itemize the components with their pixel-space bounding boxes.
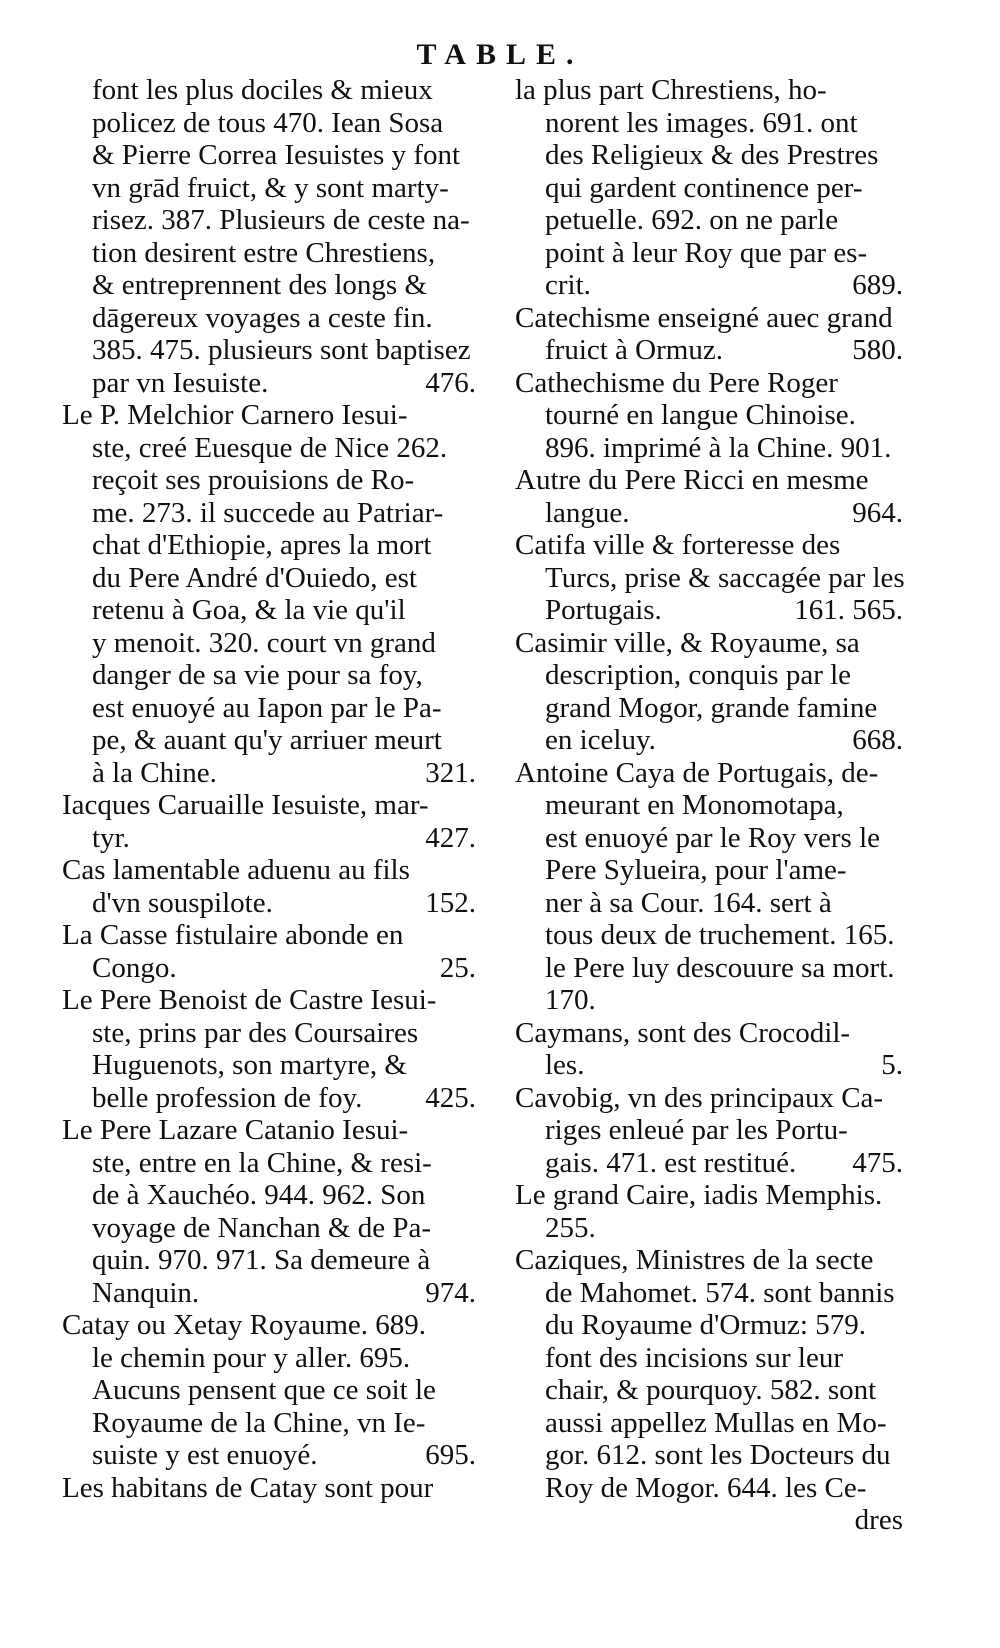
- index-entry: [62, 1114, 480, 1309]
- entry-text: Antoine Caya de Portugais, de-: [515, 756, 879, 789]
- entry-heading-line: [62, 1114, 480, 1147]
- entry-heading-line: [515, 627, 907, 660]
- entry-text: Le Pere Lazare Catanio Iesui-: [62, 1114, 409, 1146]
- index-entry: [62, 1472, 480, 1505]
- entry-heading-line: [62, 919, 480, 952]
- entry-text-line: [62, 432, 480, 465]
- entry-text: fruict à Ormuz.: [545, 334, 723, 366]
- entry-text: font des incisions sur leur: [545, 1341, 844, 1374]
- entry-text-line: [515, 984, 907, 1017]
- entry-text: Portugais.: [545, 594, 662, 626]
- entry-text-line: [62, 659, 480, 692]
- entry-text: tion desirent estre Chrestiens,: [92, 236, 436, 269]
- entry-text-line: [515, 1049, 907, 1082]
- entry-text: de Mahomet. 574. sont bannis: [545, 1276, 895, 1309]
- entry-text-line: [62, 1179, 480, 1212]
- entry-text: à la Chine.: [92, 756, 217, 789]
- entry-text: d'vn souspilote.: [92, 886, 273, 919]
- entry-text-line: [515, 139, 907, 172]
- entry-heading-line: [515, 367, 907, 400]
- entry-text-line: [62, 1342, 480, 1375]
- entry-text: Caymans, sont des Crocodil-: [515, 1016, 851, 1049]
- entry-text-line: [515, 724, 907, 757]
- entry-text-line: [515, 399, 907, 432]
- entry-heading-line: [515, 529, 907, 562]
- entry-text-line: [62, 822, 480, 855]
- entry-text-line: [515, 1407, 907, 1440]
- entry-text: suiste y est enuoyé.: [92, 1439, 318, 1471]
- entry-text: 385. 475. plusieurs sont baptisez: [92, 334, 471, 366]
- entry-text-line: [515, 1374, 907, 1407]
- entry-text-line: [515, 204, 907, 237]
- entry-heading-line: [515, 464, 907, 497]
- entry-text: le chemin pour y aller. 695.: [92, 1341, 411, 1374]
- index-entry: [515, 464, 907, 529]
- entry-text: dres: [854, 1504, 903, 1536]
- entry-text-line: [515, 919, 907, 952]
- entry-text-line: [62, 269, 480, 302]
- entry-text: Le P. Melchior Carnero Iesui-: [62, 399, 408, 431]
- entry-text: ste, entre en la Chine, & resi-: [92, 1146, 432, 1179]
- entry-text-line: [62, 1277, 480, 1310]
- entry-text: tous deux de truchement. 165.: [545, 919, 895, 951]
- entry-text: description, conquis par le: [545, 659, 852, 691]
- entry-text: aussi appellez Mullas en Mo-: [545, 1406, 887, 1439]
- entry-text-line: [515, 107, 907, 140]
- entry-text-line: [515, 594, 907, 627]
- entry-text-line: [515, 692, 907, 725]
- entry-text: Caziques, Ministres de la secte: [515, 1244, 874, 1276]
- entry-text: les.: [545, 1049, 585, 1081]
- entry-text: riges enleué par les Portu-: [545, 1114, 848, 1146]
- page-reference: 668.: [852, 724, 903, 756]
- entry-text-line: [62, 204, 480, 237]
- entry-text: qui gardent continence per-: [545, 171, 863, 204]
- entry-text-line: [62, 302, 480, 335]
- entry-text-line: [62, 529, 480, 562]
- page-reference: 695.: [425, 1439, 476, 1471]
- entry-text: vn grād fruict, & y sont marty-: [92, 171, 449, 204]
- entry-heading-line: [515, 302, 907, 335]
- page-reference: 25.: [439, 951, 476, 984]
- entry-text-line: [62, 1374, 480, 1407]
- index-entry: [62, 854, 480, 919]
- entry-text: gor. 612. sont les Docteurs du: [545, 1439, 891, 1471]
- entry-text: font les plus dociles & mieux: [92, 74, 433, 106]
- page-reference: 5.: [881, 1049, 903, 1081]
- entry-text-line: [515, 1212, 907, 1245]
- entry-text: pe, & auant qu'y arriuer meurt: [92, 724, 442, 756]
- entry-text-line: [62, 1212, 480, 1245]
- entry-heading-line: [62, 789, 480, 822]
- page-reference: 321.: [425, 756, 476, 789]
- entry-heading-line: [515, 74, 907, 107]
- entry-text-line: [515, 1114, 907, 1147]
- entry-text: de à Xauchéo. 944. 962. Son: [92, 1179, 426, 1211]
- entry-text: Catay ou Xetay Royaume. 689.: [62, 1309, 427, 1341]
- entry-text-line: [62, 562, 480, 595]
- entry-text: & Pierre Correa Iesuistes y font: [92, 139, 461, 171]
- index-entry: [62, 399, 480, 789]
- entry-text-line: [515, 952, 907, 985]
- index-entry: [62, 1309, 480, 1472]
- entry-text-line: [515, 789, 907, 822]
- entry-text-line: [62, 757, 480, 790]
- entry-text-line: [62, 724, 480, 757]
- entry-text: Roy de Mogor. 644. les Ce-: [545, 1471, 867, 1504]
- entry-text-line: [62, 367, 480, 400]
- entry-text-line: [62, 1244, 480, 1277]
- index-entry: [62, 919, 480, 984]
- entry-text-line: [62, 1049, 480, 1082]
- entry-text-line: [62, 887, 480, 920]
- entry-heading-line: [62, 399, 480, 432]
- entry-text: Huguenots, son martyre, &: [92, 1049, 407, 1081]
- entry-text: ste, prins par des Coursaires: [92, 1016, 419, 1049]
- entry-text: Catechisme enseigné auec grand: [515, 301, 893, 334]
- entry-text-line: [62, 464, 480, 497]
- entry-text-line: [515, 1504, 907, 1537]
- index-entry: [62, 984, 480, 1114]
- page-reference: 427.: [425, 821, 476, 854]
- entry-text-line: [515, 1472, 907, 1505]
- entry-text-line: [62, 627, 480, 660]
- entry-text: Nanquin.: [92, 1276, 200, 1309]
- entry-text: quin. 970. 971. Sa demeure à: [92, 1244, 431, 1276]
- page-reference: 152.: [425, 886, 476, 919]
- entry-text-line: [62, 334, 480, 367]
- entry-text: belle profession de foy.: [92, 1081, 363, 1114]
- entry-text: 896. imprimé à la Chine. 901.: [545, 431, 892, 464]
- entry-text: voyage de Nanchan & de Pa-: [92, 1211, 432, 1244]
- entry-text-line: [515, 172, 907, 205]
- entry-heading-line: [515, 1244, 907, 1277]
- entry-heading-line: [515, 757, 907, 790]
- entry-heading-line: [62, 1309, 480, 1342]
- entry-text-line: [515, 1277, 907, 1310]
- entry-heading-line: [62, 1472, 480, 1505]
- page-reference: 974.: [425, 1276, 476, 1309]
- entry-text-line: [515, 854, 907, 887]
- entry-text: chat d'Ethiopie, apres la mort: [92, 529, 432, 561]
- entry-text-line: [515, 659, 907, 692]
- index-entry: [62, 74, 480, 399]
- entry-text-line: [62, 139, 480, 172]
- entry-text-line: [515, 334, 907, 367]
- entry-text-line: [62, 74, 480, 107]
- entry-text: me. 273. il succede au Patriar-: [92, 496, 444, 529]
- page-reference: 475.: [852, 1146, 903, 1179]
- page-reference: 476.: [425, 366, 476, 399]
- index-entry: [515, 1017, 907, 1082]
- page-reference: 161. 565.: [794, 594, 903, 626]
- entry-text: Iacques Caruaille Iesuiste, mar-: [62, 789, 429, 821]
- page-reference: 580.: [852, 334, 903, 366]
- entry-text-line: [62, 1147, 480, 1180]
- entry-text: Casimir ville, & Royaume, sa: [515, 626, 860, 659]
- entry-text-line: [62, 1082, 480, 1115]
- entry-text: du Pere André d'Ouiedo, est: [92, 561, 417, 594]
- entry-text: policez de tous 470. Iean Sosa: [92, 106, 444, 139]
- entry-text: Cavobig, vn des principaux Ca-: [515, 1081, 884, 1114]
- entry-text: risez. 387. Plusieurs de ceste na-: [92, 204, 470, 236]
- entry-text-line: [62, 692, 480, 725]
- entry-text: meurant en Monomotapa,: [545, 789, 844, 821]
- index-entry: [515, 302, 907, 367]
- entry-text-line: [62, 497, 480, 530]
- entry-text-line: [515, 822, 907, 855]
- entry-text-line: [515, 237, 907, 270]
- entry-text: & entreprennent des longs &: [92, 269, 428, 301]
- entry-text: en iceluy.: [545, 724, 656, 756]
- entry-text: Cas lamentable aduenu au fils: [62, 854, 410, 886]
- entry-heading-line: [515, 1017, 907, 1050]
- entry-text-line: [515, 1439, 907, 1472]
- entry-text: gais. 471. est restitué.: [545, 1146, 797, 1179]
- entry-text: point à leur Roy que par es-: [545, 236, 868, 269]
- entry-text: Turcs, prise & saccagée par les: [545, 561, 905, 594]
- entry-text: est enuoyé par le Roy vers le: [545, 821, 881, 854]
- entry-text: reçoit ses prouisions de Ro-: [92, 464, 415, 496]
- entry-text-line: [515, 497, 907, 530]
- entry-text: ste, creé Euesque de Nice 262.: [92, 431, 448, 464]
- entry-text: Le grand Caire, iadis Memphis.: [515, 1179, 883, 1211]
- entry-text: tourné en langue Chinoise.: [545, 399, 856, 431]
- entry-text: chair, & pourquoy. 582. sont: [545, 1374, 877, 1406]
- page-reference: 689.: [852, 269, 903, 301]
- entry-text-line: [62, 237, 480, 270]
- entry-text: 255.: [545, 1211, 596, 1244]
- index-entry: [515, 757, 907, 1017]
- left-index-column: [62, 74, 480, 1504]
- entry-text-line: [515, 1147, 907, 1180]
- entry-text: ner à sa Cour. 164. sert à: [545, 886, 832, 919]
- entry-text-line: [62, 952, 480, 985]
- entry-text-line: [62, 1017, 480, 1050]
- running-header: TABLE.: [416, 38, 584, 71]
- entry-text: dāgereux voyages a ceste fin.: [92, 301, 433, 334]
- entry-text: tyr.: [92, 821, 130, 854]
- entry-text: danger de sa vie pour sa foy,: [92, 659, 423, 691]
- entry-text: retenu à Goa, & la vie qu'il: [92, 594, 406, 626]
- entry-text: Le Pere Benoist de Castre Iesui-: [62, 984, 437, 1016]
- entry-text: grand Mogor, grande famine: [545, 691, 878, 724]
- entry-text: Catifa ville & forteresse des: [515, 529, 841, 561]
- entry-text: langue.: [545, 496, 630, 529]
- entry-text: petuelle. 692. on ne parle: [545, 204, 839, 236]
- entry-text: la plus part Chrestiens, ho-: [515, 74, 827, 106]
- entry-text: La Casse fistulaire abonde en: [62, 919, 404, 951]
- entry-text-line: [62, 1407, 480, 1440]
- page-reference: 425.: [425, 1081, 476, 1114]
- entry-text-line: [515, 432, 907, 465]
- entry-text-line: [62, 172, 480, 205]
- entry-text: norent les images. 691. ont: [545, 106, 858, 139]
- entry-heading-line: [515, 1179, 907, 1212]
- index-entry: [515, 1244, 907, 1537]
- entry-text: Cathechisme du Pere Roger: [515, 366, 838, 399]
- entry-text: des Religieux & des Prestres: [545, 139, 879, 171]
- entry-text: Royaume de la Chine, vn Ie-: [92, 1406, 426, 1439]
- entry-text-line: [515, 1342, 907, 1375]
- entry-text: crit.: [545, 269, 591, 301]
- entry-text-line: [62, 594, 480, 627]
- entry-text: Pere Sylueira, pour l'ame-: [545, 854, 847, 886]
- index-entry: [515, 367, 907, 465]
- entry-text: Congo.: [92, 951, 177, 984]
- entry-text: Aucuns pensent que ce soit le: [92, 1374, 436, 1406]
- entry-text: 170.: [545, 984, 596, 1016]
- index-entry: [515, 627, 907, 757]
- entry-text-line: [515, 1309, 907, 1342]
- index-entry: [515, 1179, 907, 1244]
- entry-text: par vn Iesuiste.: [92, 366, 269, 399]
- entry-text-line: [515, 887, 907, 920]
- entry-text-line: [515, 269, 907, 302]
- entry-text-line: [62, 107, 480, 140]
- entry-heading-line: [62, 854, 480, 887]
- entry-text-line: [515, 562, 907, 595]
- entry-text: du Royaume d'Ormuz: 579.: [545, 1309, 866, 1341]
- entry-text: Autre du Pere Ricci en mesme: [515, 464, 869, 496]
- entry-text: y menoit. 320. court vn grand: [92, 626, 436, 659]
- entry-heading-line: [62, 984, 480, 1017]
- entry-text: le Pere luy descouure sa mort.: [545, 951, 895, 984]
- right-index-column: [515, 74, 907, 1537]
- entry-text: Les habitans de Catay sont pour: [62, 1471, 434, 1504]
- page-reference: 964.: [852, 496, 903, 529]
- index-entry: [515, 1082, 907, 1180]
- entry-heading-line: [515, 1082, 907, 1115]
- entry-text-line: [62, 1439, 480, 1472]
- entry-text: est enuoyé au Iapon par le Pa-: [92, 691, 442, 724]
- index-entry: [515, 74, 907, 302]
- index-entry: [515, 529, 907, 627]
- index-entry: [62, 789, 480, 854]
